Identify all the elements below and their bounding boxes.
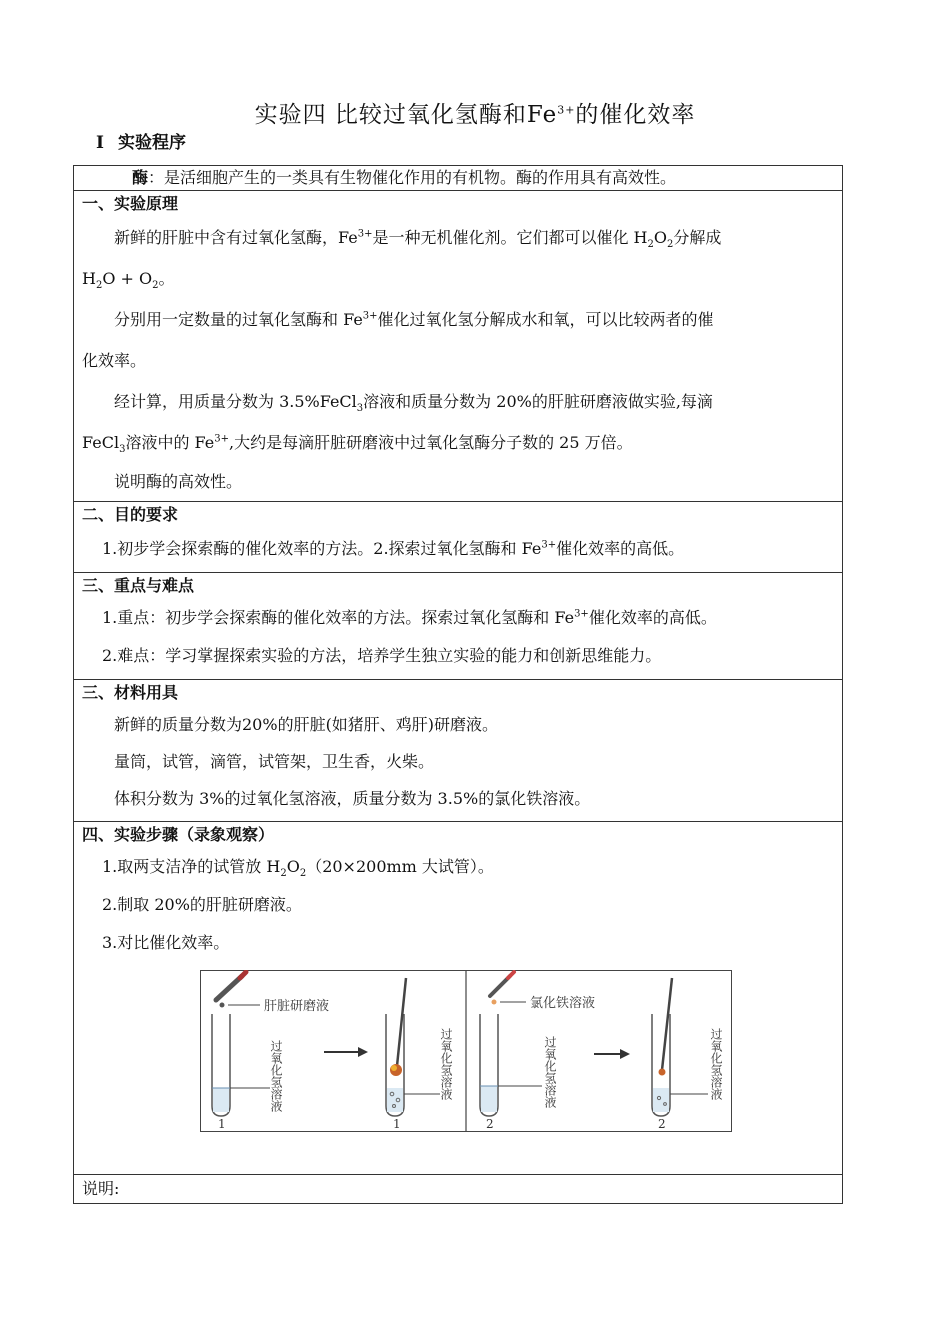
intro-cell bbox=[74, 166, 843, 191]
materials-line-3: 体积分数为 3%的过氧化氢溶液，质量分数为 3.5%的氯化铁溶液。 bbox=[114, 789, 591, 808]
label-h2o2-1a: 过氧化氢溶液 bbox=[269, 1040, 283, 1112]
steps-item-1: 1.取两支洁净的试管放 $H_2O_2(20\times 200mm$ 大试管）。 bbox=[102, 857, 494, 880]
keypoints-item-2: 2.难点：学习掌握探索实验的方法，培养学生独立实验的能力和创新思维能力。 bbox=[102, 646, 662, 665]
keypoints-cell bbox=[74, 573, 843, 680]
principle-paragraph-4: 说明酶的高效性。 bbox=[114, 472, 243, 491]
goals-row bbox=[74, 502, 843, 573]
keypoints-item-1: 1.重点：初步学会探索酶的催化效率的方法。探索过氧化氢酶和 $Fe^{3+}$催化效率的高低。 bbox=[102, 608, 717, 627]
section-heading bbox=[96, 128, 186, 153]
label-liver-extract: 肝脏研磨液 bbox=[264, 999, 330, 1014]
goals-item: 1.初步学会探索酶的催化效率的方法。2.探索过氧化氢酶和 $Fe^{3+}$催化效率的高低。 bbox=[102, 539, 685, 558]
label-h2o2-1b: 过氧化氢溶液 bbox=[439, 1028, 453, 1100]
intro-row bbox=[74, 166, 843, 191]
steps-cell bbox=[74, 822, 843, 1175]
keypoints-heading: 三、重点与难点 bbox=[82, 576, 195, 595]
goals-cell bbox=[74, 502, 843, 573]
note-label: 说明: bbox=[82, 1179, 120, 1198]
note-row bbox=[74, 1175, 843, 1204]
principle-cell bbox=[74, 191, 843, 502]
principle-paragraph-1: 新鲜的肝脏中含有过氧化氢酶，$Fe^{3+}$是一种无机催化剂。它们都可以催化 $H_2O_2$分解成 bbox=[114, 228, 722, 251]
label-h2o2-2a: 过氧化氢溶液 bbox=[543, 1036, 557, 1108]
goals-heading: 二、目的要求 bbox=[82, 505, 179, 524]
principle-paragraph-2: 分别用一定数量的过氧化氢酶和 $Fe^{3+}$催化过氧化氢分解成水和氧，可以比较两者的催 bbox=[114, 310, 714, 329]
materials-heading: 三、材料用具 bbox=[82, 683, 179, 702]
procedure-table bbox=[73, 165, 843, 1204]
steps-row bbox=[74, 822, 843, 1175]
materials-line-1: 新鲜的质量分数为20%的肝脏(如猪肝、鸡肝)研磨液。 bbox=[114, 715, 499, 734]
note-cell bbox=[74, 1175, 843, 1204]
intro-term: 酶 bbox=[132, 168, 149, 187]
materials-line-2: 量筒，试管，滴管，试管架，卫生香，火柴。 bbox=[114, 752, 435, 771]
keypoints-row bbox=[74, 573, 843, 680]
section-label: 实验程序 bbox=[117, 133, 186, 153]
label-fecl3-solution: 氯化铁溶液 bbox=[530, 996, 596, 1011]
figure-number-2b: 2 bbox=[658, 1117, 666, 1131]
section-roman-numeral: Ⅰ bbox=[96, 133, 104, 153]
intro-text: ：是活细胞产生的一类具有生物催化作用的有机物。酶的作用具有高效性。 bbox=[148, 168, 677, 187]
experiment-figure-area bbox=[82, 962, 834, 1174]
steps-item-2: 2.制取 20%的肝脏研磨液。 bbox=[102, 895, 302, 914]
principle-row bbox=[74, 191, 843, 502]
label-h2o2-2b: 过氧化氢溶液 bbox=[709, 1028, 723, 1100]
materials-row bbox=[74, 680, 843, 822]
principle-paragraph-2-cont: 化效率。 bbox=[82, 351, 147, 370]
principle-paragraph-3-cont: FeCl$_3$溶液中的 $Fe^{3+}$,大约是每滴肝脏研磨液中过氧化氢酶分子数的 25 万倍。 bbox=[82, 433, 633, 456]
materials-cell bbox=[74, 680, 843, 822]
figure-number-1b: 1 bbox=[393, 1117, 401, 1131]
experiment-figure bbox=[200, 970, 732, 1132]
steps-item-3: 3.对比催化效率。 bbox=[102, 933, 230, 952]
principle-paragraph-3: 经计算，用质量分数为 3.5%FeCl$_3$溶液和质量分数为 20%的肝脏研磨液做实验,每滴 bbox=[114, 392, 713, 415]
steps-heading: 四、实验步骤（录象观察） bbox=[82, 825, 275, 844]
principle-heading: 一、实验原理 bbox=[82, 194, 179, 213]
page-title: 实验四 比较过氧化氢酶和$Fe^{3+}$的催化效率 bbox=[254, 102, 696, 128]
figure-number-2a: 2 bbox=[486, 1117, 494, 1131]
figure-number-1a: 1 bbox=[218, 1117, 226, 1131]
principle-paragraph-1-cont: $H_2O + O_2$。 bbox=[82, 269, 175, 292]
